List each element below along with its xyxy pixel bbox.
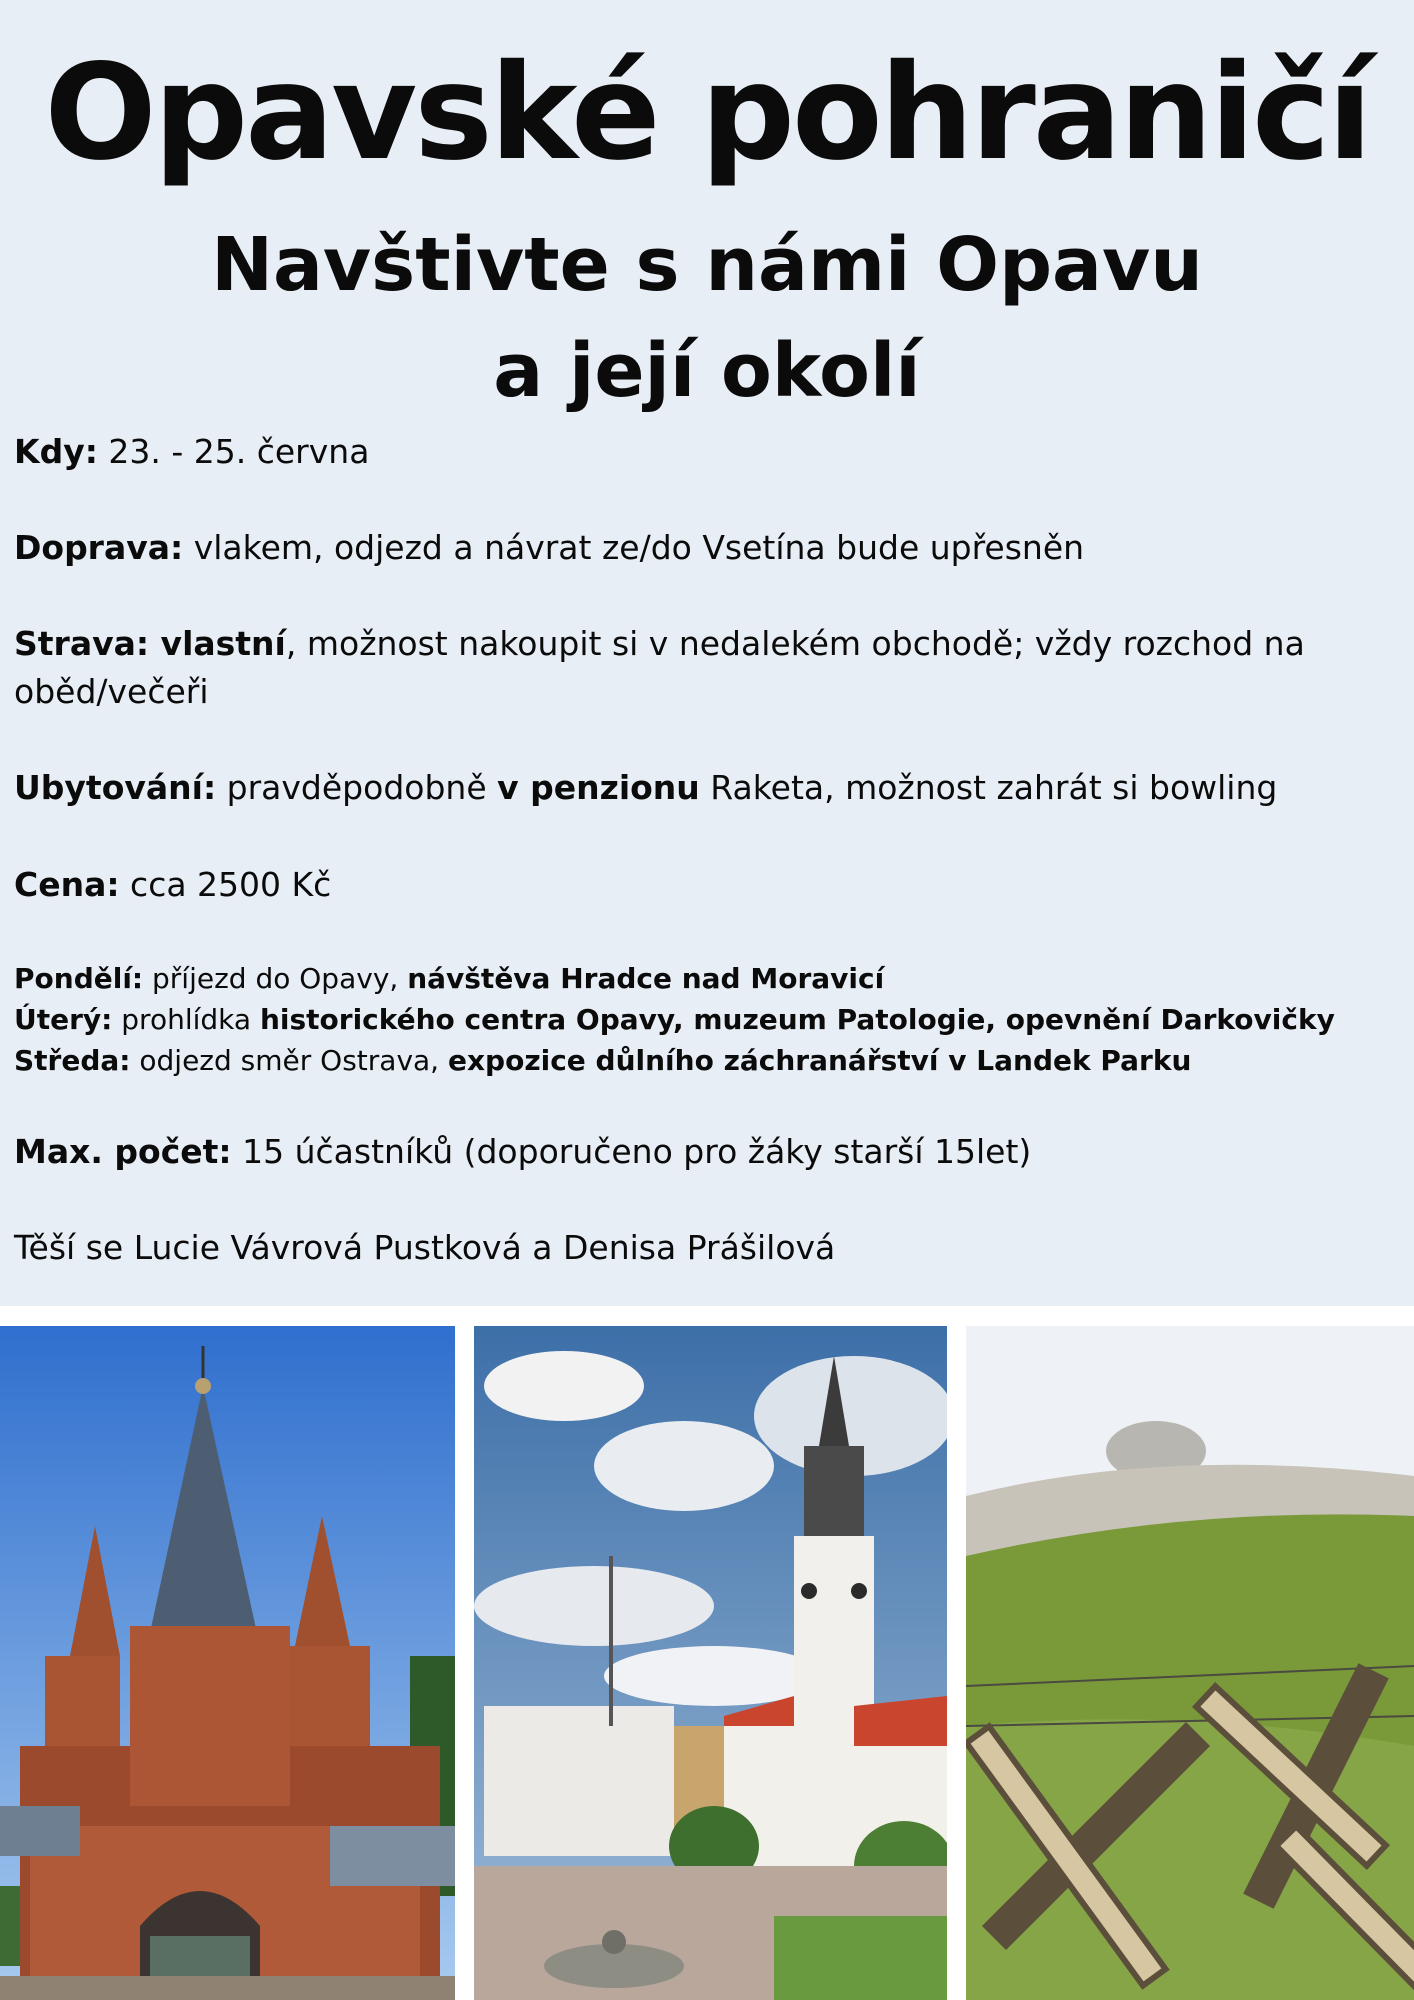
castle-gate-photo — [0, 1326, 455, 2000]
program-day-label: Úterý: — [14, 1003, 113, 1036]
ubytovani-label: Ubytování: — [14, 768, 217, 807]
subtitle-line-1: Navštivte s námi Opavu — [211, 222, 1203, 308]
program-day-highlight: expozice důlního záchranářství v Landek Parku — [447, 1044, 1192, 1077]
page-title: Opavské pohraničí — [44, 36, 1370, 190]
kdy-label: Kdy: — [14, 432, 98, 471]
strava-value: , možnost nakoupit si v nedalekém obchodě; vždy rozchod na oběd/večeři — [14, 624, 1305, 711]
subtitle-line-2: a její okolí — [493, 328, 921, 414]
strava-bold: vlastní — [149, 624, 286, 663]
info-doprava — [14, 524, 1394, 572]
info-max — [14, 1128, 1394, 1176]
doprava-value: vlakem, odjezd a návrat ze/do Vsetína bude upřesněn — [183, 528, 1085, 567]
info-ubytovani — [14, 764, 1394, 812]
doprava-label: Doprava: — [14, 528, 184, 567]
program-day-label: Středa: — [14, 1044, 131, 1077]
ubytovani-pre: pravděpodobně — [216, 768, 498, 807]
program-day-highlight: historického centra Opavy, muzeum Patologie, opevnění Darkovičky — [259, 1003, 1335, 1036]
bunker-fortification-photo — [966, 1326, 1414, 2000]
ubytovani-bold: v penzionu — [497, 768, 700, 807]
program-day-text: odjezd směr Ostrava, — [130, 1044, 448, 1077]
program-day-label: Pondělí: — [14, 962, 144, 995]
info-kdy — [14, 428, 1394, 476]
program-day-wednesday — [14, 1040, 1404, 1081]
max-label: Max. počet: — [14, 1132, 232, 1171]
max-value: 15 účastníků (doporučeno pro žáky starší 15let) — [231, 1132, 1032, 1171]
program-day-text: příjezd do Opavy, — [143, 962, 408, 995]
program-day-text: prohlídka — [112, 1003, 260, 1036]
program-day-highlight: návštěva Hradce nad Moravicí — [407, 962, 885, 995]
program-day-tuesday — [14, 999, 1404, 1040]
program-list — [14, 958, 1404, 1081]
cena-label: Cena: — [14, 865, 120, 904]
page-subtitle — [0, 212, 1414, 424]
info-cena — [14, 861, 1394, 909]
kdy-value: 23. - 25. června — [97, 432, 370, 471]
info-strava — [14, 620, 1314, 716]
strava-label: Strava: — [14, 624, 150, 663]
town-hall-photo — [474, 1326, 947, 2000]
program-day-monday — [14, 958, 1404, 999]
ubytovani-post: Raketa, možnost zahrát si bowling — [699, 768, 1278, 807]
photo-strip — [0, 1326, 1414, 2000]
cena-value: cca 2500 Kč — [119, 865, 332, 904]
signature: Těší se Lucie Vávrová Pustková a Denisa Prášilová — [14, 1228, 836, 1267]
